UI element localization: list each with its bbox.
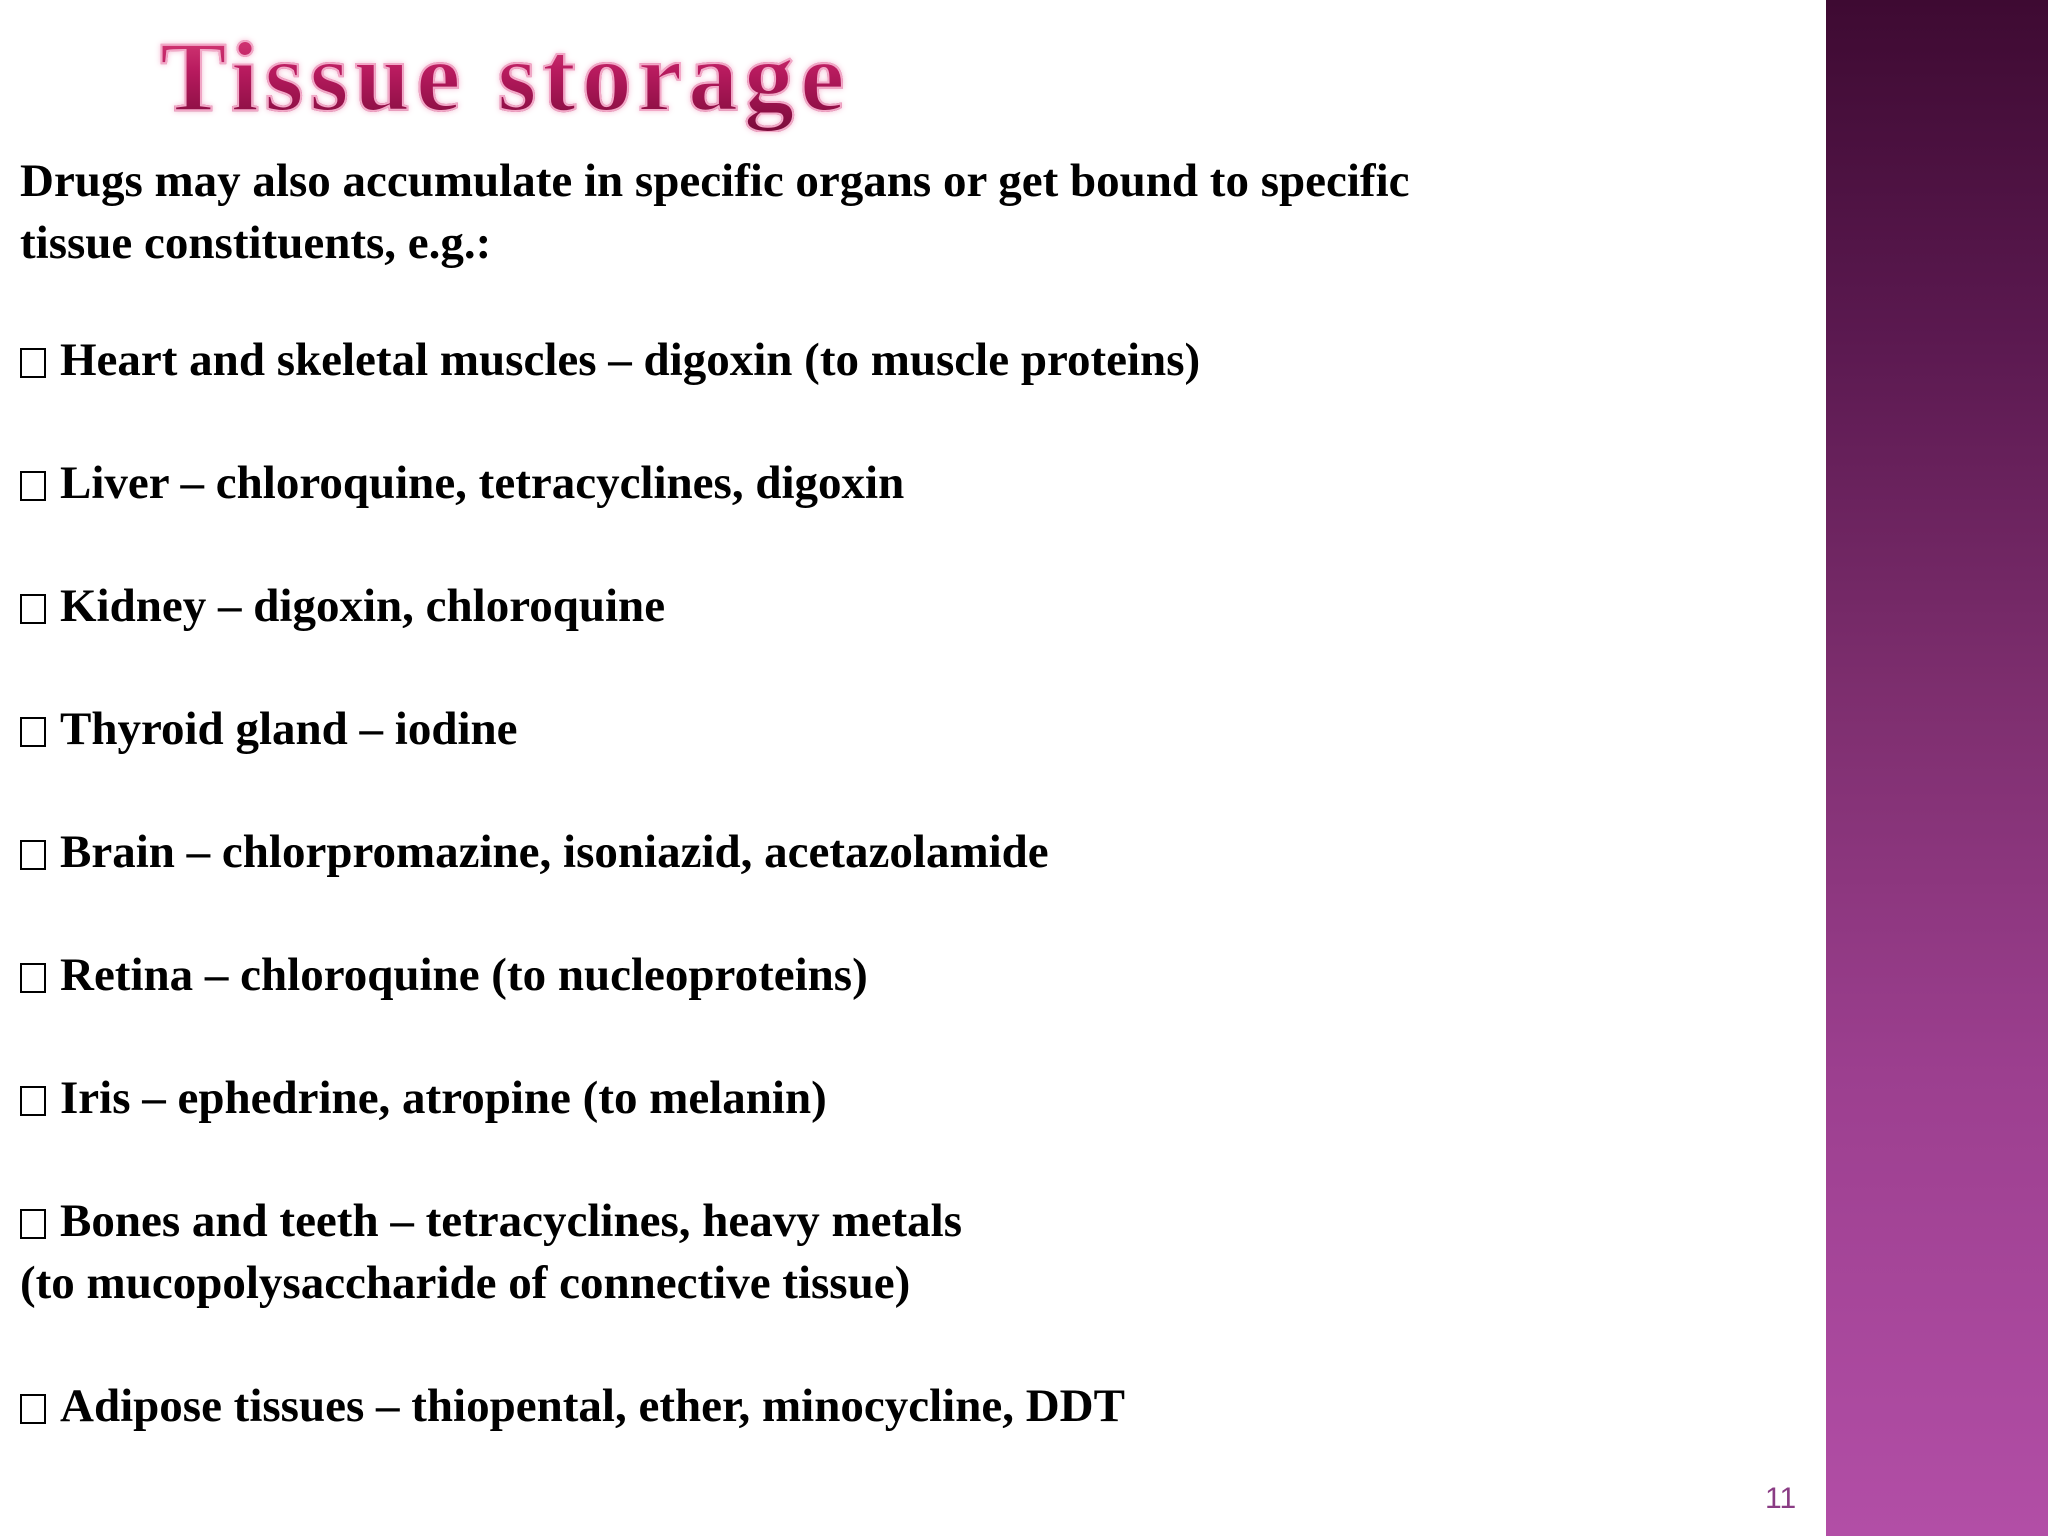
list-item-continuation: (to mucopolysaccharide of connective tissue) [20,1257,911,1309]
list-item-text: Retina – chloroquine (to nucleoproteins) [60,949,868,1001]
checkbox-square-icon [20,840,46,870]
checkbox-square-icon [20,1086,46,1116]
list-item-text: Bones and teeth – tetracyclines, heavy metals [60,1195,962,1247]
list-item [20,329,1440,391]
list-item-text: Adipose tissues – thiopental, ether, minocycline, DDT [60,1380,1125,1432]
checkbox-square-icon [20,348,46,378]
checkbox-square-icon [20,1394,46,1424]
list-item-text: Kidney – digoxin, chloroquine [60,580,666,632]
list-item [20,1375,1440,1437]
decorative-side-band [1826,0,2048,1536]
checkbox-square-icon [20,1209,46,1239]
checkbox-square-icon [20,717,46,747]
checkbox-square-icon [20,963,46,993]
list-item-text: Brain – chlorpromazine, isoniazid, acetazolamide [60,826,1049,878]
page-number: 11 [1765,1482,1797,1515]
list-item [20,698,1440,760]
list-item-text: Heart and skeletal muscles – digoxin (to muscle proteins) [60,334,1201,386]
list-item [20,1067,1440,1129]
list-item-text: Liver – chloroquine, tetracyclines, digoxin [60,457,905,509]
list-item-text: Thyroid gland – iodine [60,703,518,755]
list-item [20,1190,1440,1314]
list-item [20,821,1440,883]
list-item [20,944,1440,1006]
list-item [20,575,1440,637]
list-item [20,452,1440,514]
list-item-text: Iris – ephedrine, atropine (to melanin) [60,1072,827,1124]
tissue-list [20,329,1440,1437]
slide-title: Tissue storage [160,21,851,132]
checkbox-square-icon [20,594,46,624]
intro-text: Drugs may also accumulate in specific organs or get bound to specific tissue constituents, e.g.: [20,155,1410,269]
checkbox-square-icon [20,471,46,501]
